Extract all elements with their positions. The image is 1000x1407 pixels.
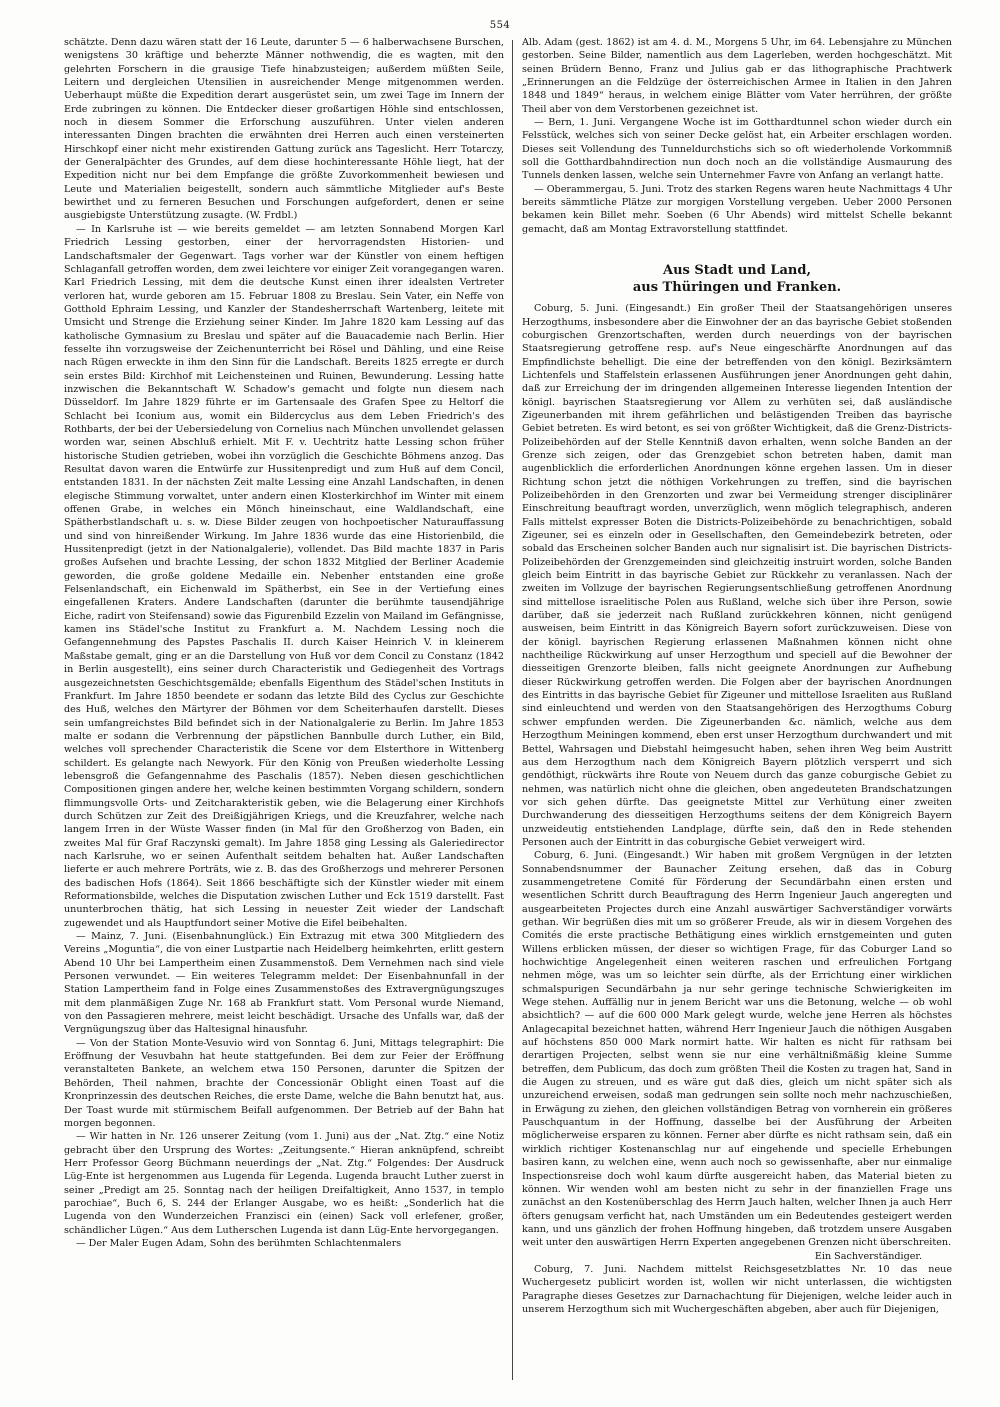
- article-coburg-june-7: Coburg, 7. Juni. Nachdem mittelst Reichsgesetzblattes Nr. 10 das neue Wuchergesetz publicirt worden ist, wollen wir nicht unterlassen, die wichtigsten Paragraphe dieses Gesetzes zur Darnachachtung für Diejenigen, welche leider auch in unserem Herzogthum sich mit Wuchergeschäften abgeben, aber auch für Diejenigen,: [522, 1263, 952, 1315]
- article-eugen-adam-start: — Der Maler Eugen Adam, Sohn des berühmten Schlachtenmalers: [76, 1237, 402, 1249]
- article-bern-gotthard: — Bern, 1. Juni. Vergangene Woche ist im Gotthardtunnel schon wieder durch ein Felsstück, welches sich von seiner Decke gelöst hat, ein Arbeiter erschlagen worden. Dieses seit Vollendung des Tunneldurchstichs sich so oft wiederholende Vorkommniß soll die Gotthardbahndirection nun doch noch an die vollständige Ausmaurung des Tunnels denken lassen, welche sein Unternehmer Favre von Anfang an verlangt hatte.: [522, 117, 952, 182]
- section-heading-line-1: Aus Stadt und Land,: [663, 263, 811, 279]
- page-number: 554: [489, 20, 511, 31]
- article-zeitungsente: — Wir hatten in Nr. 126 unserer Zeitung (vom 1. Juni) aus der „Nat. Ztg.“ eine Notiz gebracht über den Ursprung des Wortes: „Zeitungsente.“ Hieran anknüpfend, schreibt Herr Professor Georg Büchmann neuerdings der „Nat. Ztg.“ Folgendes: Der Ausdruck Lüg-Ente ist hergenommen aus Lugenda für Legenda. Lugenda braucht Luther zuerst in seiner „Predigt am 25. Sonntag nach der heiligen Dreifaltigkeit, Anno 1537, in templo parochiae“, Buch 6, S. 244 der Erlanger Ausgabe, wo es heißt: „Sonderlich hat die Lugenda von den Wunderzeichen Franzisci ein (einen) Sack voll erlefener, großer, schändlicher Lügen.“ Aus dem Lutherschen Lugenda ist dann Lüg-Ente hervorgegangen.: [64, 1131, 504, 1236]
- left-column: [64, 36, 504, 1386]
- article-cave-expedition: schätzte. Denn dazu wären statt der 16 Leute, darunter 5 — 6 halberwachsene Burschen, wenigstens 30 kräftige und beherzte Männer nothwendig, die es wagten, mit den gelehrten Forschern in die grausige Tiefe hinabzusteigen; außerdem müßten Seile, Leitern und dergleichen Utensilien in ausreichender Menge mitgenommen werden. Ueberhaupt müßte die Expedition derart ausgerüstet sein, um zwei Tage im Innern der Erde zubringen zu können. Die Entdecker dieser großartigen Höhle sind entschlossen, noch in diesem Sommer die Erforschung auszuführen. Unter vielen anderen interessanten Dingen brachten die erwähnten drei Herren auch einen versteinerten Hirschkopf einer nicht mehr existirenden Gattung zurück ans Tageslicht. Herr Totarczy, der Generalpächter des Grundes, auf dem diese hochinteressante Höhle liegt, hat der Expedition nicht nur bei dem Empfange die größte Zuvorkommenheit bewiesen und Leute und Materialien beigestellt, sondern auch sämmtliche Mitglieder auf's Beste bewirthet und zu ferneren Besuchen und Forschungen aufgefordert, denen er seine ausgiebigste Unterstützung zusagte. (W. Frdbl.): [64, 37, 504, 222]
- article-coburg-june-5: Coburg, 5. Juni. (Eingesandt.) Ein großer Theil der Staatsangehörigen unseres Herzogthums, insbesondere aber die Einwohner der an das bayrische Gebiet stoßenden coburgischen Grenzortschaften, werden durch neuerdings von der bayrischen Staatsregierung getroffene resp. auf's Neue eingeschärfte Anordnungen auf das Empfindlichste behelligt. Die eine der betreffenden von den königl. Bezirksämtern Lichtenfels und Staffelstein erlassenen Ausführungen jener Anordnungen geht dahin, daß zur Erreichung der im dringenden allgemeinen Interesse liegenden Intention der königl. bayrischen Staatsregierung vor Allem zu verhüten sei, daß ausländische Zigeunerbanden mit ihrem gefährlichen und belästigenden Treiben das bayrische Gebiet betreten. Es wird betont, es sei von größter Wichtigkeit, daß die Grenz-Districts-Polizeibehörden auf der Stelle Kenntniß davon erhalten, wenn solche Banden an der Grenze sich zeigen, oder das Grenzgebiet schon betreten haben, damit man augenblicklich die erforderlichen Anordnungen könne ergehen lassen. Um in dieser Richtung schon jetzt die nöthigen Vorkehrungen zu treffen, sind die bayrischen Polizeibehörden in den Grenzorten und zwar bei Vermeidung strenger disciplinärer Einschreitung beauftragt worden, unverzüglich, wenn möglich telegraphisch, anderen Falls mittelst expresser Boten die Districts-Polizeibehörde zu benachrichtigen, sobald Zigeuner, sei es einzeln oder in Gesellschaften, den Gemeindebezirk betreten, oder sobald das Erscheinen solcher Banden auch nur signalisirt ist. Die bayrischen Districts-Polizeibehörden der Grenzgemeinden sind gleichzeitig instruirt worden, solche Banden gleich beim Eintritt in das bayrische Gebiet zur Rückkehr zu veranlassen. Nach der zweiten im Vollzuge der bayrischen Regierungsentschließung getroffenen Anordnung sind mittellose israelitische Polen aus Rußland, welche sich über ihre Person, sowie darüber, daß sie jederzeit nach Rußland zurückkehren können, nicht genügend ausweisen, beim Eintritt in das Königreich Bayern sofort zurückzuweisen. Diese von der königl. bayrischen Regierung erlassenen Maßnahmen können nicht ohne nachtheilige Rückwirkung auf unser Herzogthum und speciell auf die Bewohner der diesseitigen Grenzorte bleiben, falls nicht geeignete Anordnungen zur Aufhebung dieser Rückwirkung getroffen werden. Die Folgen aber der bayrischen Anordnungen des Eintritts in das bayrische Gebiet für Zigeuner und mittellose Israeliten aus Rußland sind einleuchtend und werden von den Staatsangehörigen des Herzogthums Coburg schwer empfunden werden. Die Zigeunerbanden &c. nämlich, welche aus dem Herzogthum Meiningen kommend, eben erst unser Herzogthum durchwandert und mit Bettel, Wahrsagen und Diebstahl heimgesucht haben, sehen ihren Weg beim Austritt aus dem Herzogthum nach dem Königreich Bayern plötzlich versperrt und sich gendöthigt, rückwärts ihre Route von Neuem durch das ganze coburgische Gebiet zu nehmen, was natürlich nicht ohne die gleichen, oben angedeuteten Brandschatzungen vor sich gehen dürfte. Das geeignetste Mittel zur Verhütung einer zweiten Durchwanderung des diesseitigen Herzogthums seitens der dem Königreich Bayern unzweideutig entstiehenden Landplage, dürfte sein, daß den in Rede stehenden Personen auch der Eintritt in das coburgische Gebiet verweigert wird.: [522, 303, 952, 848]
- right-column: [522, 36, 952, 1386]
- article-vesuvius-railway: — Von der Station Monte-Vesuvio wird von Sonntag 6. Juni, Mittags telegraphirt: Die Eröffnung der Vesuvbahn hat heute stattgefunden. Bei dem zur Feier der Eröffnung veranstalteten Bankete, an welchem etwa 150 Personen, darunter die Spitzen der Behörden, Theil nahmen, brachte der Concessionär Oblight einen Toast auf die Kronprinzessin des deutschen Reiches, die erste Dame, welche die Bahn benutzt hat, aus. Der Toast wurde mit stürmischem Beifall aufgenommen. Der Betrieb auf der Bahn hat morgen begonnen.: [64, 1037, 504, 1129]
- article-coburg-june-6: Coburg, 6. Juni. (Eingesandt.) Wir haben mit großem Vergnügen in der letzten Sonnabendsnummer der Baunacher Zeitung ersehen, daß das in Coburg zusammengetretene Comité für Förderung der Secundärbahn einen ersten und wesentlichen Schritt durch Beauftragung des Herrn Ingenieur Jauch angeregten und ausgearbeiteten Projectes durch eine Anzahl auswärtiger Sachverständiger vorwärts gethan. Wir begrüßen dies mit um so größerer Freude, als wir in diesem Vorgehen des Comités die erste practische Bethätigung eines wirklich ernstgemeinten und guten Willens erblicken müssen, der dieser so wichtigen Frage, für das Coburger Land so hochwichtige Angelegenheit einen weiteren raschen und erfreulichen Fortgang nehmen möge, was um so leichter sein dürfte, als der Errichtung einer wirklichen schmalspurigen Secundärbahn ja nur sehr geringe technische Schwierigkeiten im Wege stehen. Auffällig nur in jenem Bericht war uns die Betonung, welche — ob wohl absichtlich? — auf die 600 000 Mark gelegt wurde, welche jene Herren als höchstes Anlagecapital bezeichnet hatten, während Herr Ingenieur Jauch die nöthigen Ausgaben auf höchstens 850 000 Mark normirt hatte. Wir halten es nicht für rathsam bei derartigen Projecten, selbst wenn sie nur eine verhältnißmäßig kleine Summe betreffen, dem Publicum, das doch zum größten Theil die Kosten zu tragen hat, Sand in die Augen zu streuen, und es wäre gut daß dies, gleich um nicht später sich als unzureichend erweisen, sodaß man gedrungen sein sollte noch mehr nachzuschießen, in Erwägung zu ziehen, den gleichen vollständigen Betrag von vornherein ein größeres Pauschquantum in der Hoffnung, dasselbe bei der Ausführung der Arbeiten möglicherweise ersparen zu können. Ferner aber dürfte es nicht rathsam sein, daß ein wirklich richtiger Kostenanschlag nur auf eingehende und specielle Erhebungen basiren kann, zu welchen eine, wenn auch noch so gewissenhafte, aber nur einmalige Inspectionsreise doch wohl kaum dürfte ausgereicht haben, das Material bieten zu können. Wir wenden wohl am besten nicht zu sehr in der finanziellen Frage uns zunächst an den Kostenüberschlag des Herrn Jauch halten, welcher Ihnen ja auch Herr öfters genugsam verficht hat, nach Umständen um ein Bedeutendes gesteigert werden kann, und uns gänzlich der frohen Hoffnung hingeben, daß trotzdem unsere Ausgaben weit unter den auswärtigen Herrn Experten angegebenen Grenzen nicht überschreiten.: [522, 850, 952, 1249]
- column-divider: [512, 40, 513, 1380]
- article-mainz-railway-accident: — Mainz, 7. Juni. (Eisenbahnunglück.) Ein Extrazug mit etwa 300 Mitgliedern des Vereins „Moguntia“, die von einer Lustpartie nach Heidelberg heimkehrten, erlitt gestern Abend 10 Uhr bei Lampertheim einen Zusammenstoß. Dem Vernehmen nach sind viele Personen verwundet. — Ein weiteres Telegramm meldet: Der Eisenbahnunfall in der Station Lampertheim fand in Folge eines Zusammenstoßes des Extravergnügungszuges mit dem planmäßigen Zuge Nr. 168 ab Frankfurt statt. Vom Personal wurde Niemand, von den Passagieren mehrere, meist leicht beschädigt. Ursache des Unfalls war, daß der Vergnügungszug über das Haltesignal hinausfuhr.: [64, 931, 504, 1036]
- article-oberammergau: — Oberammergau, 5. Juni. Trotz des starken Regens waren heute Nachmittags 4 Uhr bereits sämmtliche Plätze zur morgigen Vorstellung vergeben. Ueber 2000 Personen bekamen kein Billet mehr. Soeben (6 Uhr Abends) wird mittelst Schelle bekannt gemacht, daß am Montag Extravorstellung stattfindet.: [522, 183, 952, 235]
- section-heading-line-2: aus Thüringen und Franken.: [632, 280, 842, 296]
- article-eugen-adam-continued: Alb. Adam (gest. 1862) ist am 4. d. M., Morgens 5 Uhr, im 64. Lebensjahre zu München gestorben. Seine Bilder, namentlich aus dem Lagerleben, werden hochgeschätzt. Mit seinen Brüdern Benno, Franz und Julius gab er das lithographische Prachtwerk „Erinnerungen an die Feldzüge der österreichischen Armee in Italien in den Jahren 1848 und 1849“ heraus, in welchem einige Blätter vom Vater herrühren, der größte Theil aber von dem Verstorbenen gezeichnet ist.: [522, 37, 952, 115]
- article-lessing-obituary: — In Karlsruhe ist — wie bereits gemeldet — am letzten Sonnabend Morgen Karl Friedrich Lessing gestorben, einer der hervorragendsten Historien- und Landschaftsmaler der Gegenwart. Tags vorher war der Künstler von einem heftigen Schlaganfall getroffen worden, dem zwei leichtere vor einiger Zeit vorangegangen waren. Karl Friedrich Lessing, mit dem die deutsche Kunst einen ihrer idealsten Vertreter verloren hat, wurde geboren am 15. Februar 1808 zu Breslau. Sein Vater, ein Neffe von Gotthold Ephraim Lessing, und Kanzler der Standesherrschaft Wartenberg, leitete mit Umsicht und Strenge die Erziehung seiner Kinder. Im Jahre 1820 kam Lessing auf das katholische Gymnasium zu Breslau und später auf die Bauacademie nach Berlin. Hier fesselte ihn vorzugsweise der Zeichenunterricht bei Rösel und Dähling, und eine Reise nach Rügen erweckte in ihm den Sinn für die Landschaft. Bereits 1825 erregte er durch sein erstes Bild: Kirchhof mit Leichensteinen und Ruinen, Bewunderung. Lessing hatte inzwischen die Bekanntschaft W. Schadow's gemacht und folgte nun diesem nach Düsseldorf. Im Jahre 1829 führte er im Gartensaale des Grafen Spee zu Heltorf die Schlacht bei Iconium aus, womit ein Bildercyclus aus dem Leben Friedrich's des Rothbarts, der bei der Uebersiedelung von Cornelius nach München unvollendet gelassen worden war, seinen Abschluß erhielt. Mit F. v. Uechtritz hatte Lessing schon früher historische Studien getrieben, wobei ihn vorzüglich die Geschichte Böhmens anzog. Das Resultat davon waren die Entwürfe zur Hussitenpredigt und zum Huß auf dem Concil, entstanden 1831. In der nächsten Zeit malte Lessing eine Anzahl Landschaften, in denen elegische Stimmung vorwaltet, unter andern einen Klosterkirchhof im Winter mit einem offenen Grabe, in welches ein Mönch hineinschaut, eine Waldlandschaft, eine Spätherbstlandschaft u. s. w. Diese Bilder zeugen von hochpoetischer Naturauffassung und sind von hinreißender Wirkung. Im Jahre 1836 wurde das eine Historienbild, die Hussitenpredigt (jetzt in der Nationalgalerie), vollendet. Das Bild machte 1837 in Paris großes Aufsehen und brachte Lessing, der schon 1832 Mitglied der Berliner Academie geworden, die große goldene Medaille ein. Nebenher entstanden eine große Felsenlandschaft, ein Eichenwald im Spätherbst, ein See in der Vertiefung eines eingefallenen Kraters. Andere Landschaften (darunter die berühmte tausendjährige Eiche, radirt von Steifensand) sowie das Figurenbild Ezzelin von Mailand im Gefängnisse, kamen ins Städel'sche Institut zu Frankfurt a. M. Nachdem Lessing noch die Gefangennehmung des Papstes Paschalis II. durch Kaiser Heinrich V. in kleinerem Maßstabe gemalt, ging er an die Darstellung von Huß vor dem Concil zu Constanz (1842 in Berlin ausgestellt), eins seiner durch Characteristik und Gediegenheit des Vortrags ausgezeichnetsten Geschichtsgemälde; ebenfalls Eigenthum des Städel'schen Instituts in Frankfurt. Im Jahre 1850 beendete er sodann das letzte Bild des Cyclus zur Geschichte des Huß, welches den Märtyrer der Böhmen vor dem Scheiterhaufen darstellt. Dieses sein umfangreichstes Bild befindet sich in der Nationalgalerie zu Berlin. Im Jahre 1853 malte er sodann die Verbrennung der päpstlichen Bannbulle durch Luther, ein Bild, welches voll sprechender Characteristik die Scene vor dem Elsterthore in Wittenberg schildert. Es gelangte nach Newyork. Für den König von Preußen wiederholte Lessing lebensgroß die Gefangennahme des Paschalis (1857). Neben diesen geschichtlichen Compositionen gingen andere her, welche keinen bestimmten Vorgang schildern, sondern flimmungsvolle Orts- und Zeitcharakteristik geben, wie die Belagerung einer Kirchhofs durch Schützen zur Zeit des Dreißigjährigen Kriegs, und die Kreuzfahrer, welche nach langem Irren in der Wüste Wasser finden (in Mal für den Großherzog von Baden, ein zweites Mal für Graf Raczynski gemalt). Im Jahre 1858 ging Lessing als Galeriedirector nach Karlsruhe, wo er seinen Aufenthalt seitdem behalten hat. Außer Landschaften lieferte er auch mehrere Porträts, wie z. B. das des Großherzogs und mehrerer Personen des badischen Hofs (1864). Seit 1866 beschäftigte sich der Künstler wieder mit einem Reformationsbilde, welches die Disputation zwischen Luther und Eck 1519 darstellt. Fast ununterbrochen thätig, hat sich Lessing in neuester Zeit wieder der Landschaft zugewendet und als Hauptfundort seiner Motive die Eifel beibehalten.: [64, 223, 504, 929]
- article-signature: Ein Sachverständiger.: [814, 1250, 922, 1262]
